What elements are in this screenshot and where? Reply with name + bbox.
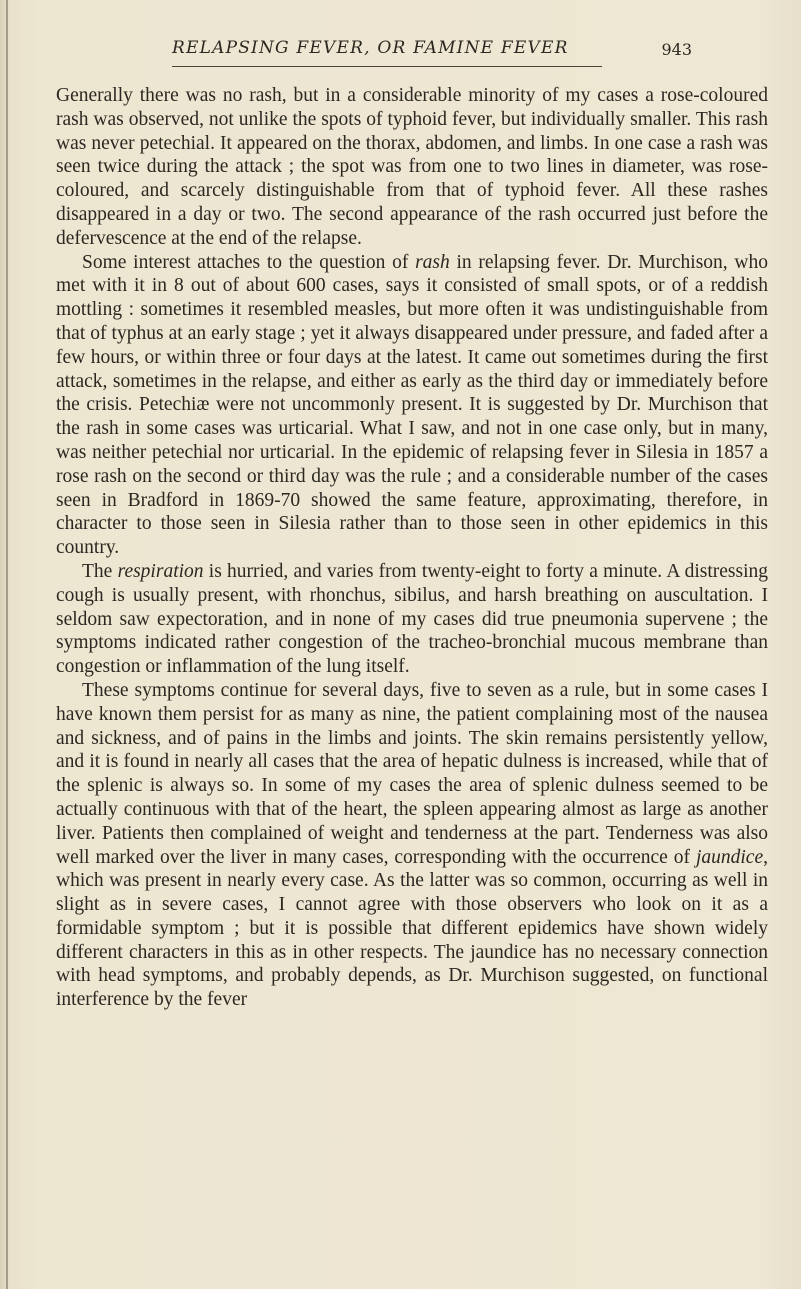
body-text <box>56 84 768 1012</box>
text-run: in relapsing fever. Dr. Murchison, who met with it in 8 out of about 600 cases, says it consisted of small spots, or of a reddish mottling : sometimes it resembled measles, but more often it was undistinguishable from that of typhus at an early stage ; yet it always disappeared under pressure, and faded after a few hours, or within three or four days at the latest. It came out sometimes during the first attack, sometimes in the relapse, and either as early as the third day or immediately before the crisis. Petechiæ were not uncommonly present. It is suggested by Dr. Murchison that the rash in some cases was urticarial. What I saw, and not in one case only, but in many, was neither petechial nor urticarial. In the epidemic of relapsing fever in Silesia in 1857 a rose rash on the second or third day was the rule ; and a considerable number of the cases seen in Bradford in 1869-70 showed the same feature, approximating, therefore, in character to those seen in Silesia rather than to those seen in other epidemics in this country. <box>56 251 768 559</box>
text-run: Generally there was no rash, but in a considerable minority of my cases a rose-coloured rash was observed, not unlike the spots of typhoid fever, but individually smaller. This rash was never petechial. It appeared on the thorax, abdomen, and limbs. In one case a rash was seen twice during the attack ; the spot was from one to two lines in diameter, was rose-coloured, and scarcely distinguishable from that of typhoid fever. All these rashes disappeared in a day or two. The second appearance of the rash occurred just before the defervescence at the end of the relapse. <box>56 85 768 249</box>
paragraph <box>56 560 768 679</box>
text-run: These symptoms continue for several days, five to seven as a rule, but in some cases I have known them persist for as many as nine, the patient complaining most of the nausea and sickness, and of pains in the limbs and joints. The skin remains persistently yellow, and it is found in nearly all cases that the area of hepatic dulness is increased, while that of the splenic is always so. In some of my cases the area of splenic dulness seemed to be actually continuous with that of the heart, the spleen appearing almost as large as another liver. Patients then complained of weight and tenderness at the part. Tenderness was also well marked over the liver in many cases, corresponding with the occurrence of <box>56 679 768 868</box>
text-run: Some interest attaches to the question of <box>82 251 416 273</box>
page-header <box>172 38 692 68</box>
text-run: The <box>82 560 118 582</box>
running-title: RELAPSING FEVER, OR FAMINE FEVER <box>172 38 569 58</box>
italic-term: respiration <box>117 560 204 582</box>
page-edge <box>6 0 8 1289</box>
page-number: 943 <box>661 40 692 59</box>
paragraph <box>56 251 768 560</box>
paragraph <box>56 84 768 251</box>
text-run: is hurried, and varies from twenty-eight to forty a minute. A distressing cough is usually present, with rhonchus, sibilus, and harsh breathing on auscultation. I seldom saw expectoration, and in none of my cases did true pneumonia supervene ; the symptoms indicated rather congestion of the tracheo-bronchial mucous membrane than congestion or inflammation of the lung itself. <box>56 560 768 678</box>
italic-term: jaundice <box>695 846 764 868</box>
text-run: , which was present in nearly every case. As the latter was so common, occurring as well in slight as in severe cases, I cannot agree with those observers who look on it as a formidable symptom ; but it is possible that different epidemics have shown widely different characters in this as in other respects. The jaundice has no necessary connection with head symptoms, and probably depends, as Dr. Murchison suggested, on functional interference by the fever <box>56 846 768 1011</box>
italic-term: rash <box>415 251 450 273</box>
paragraph <box>56 679 768 1012</box>
header-rule <box>172 66 602 67</box>
